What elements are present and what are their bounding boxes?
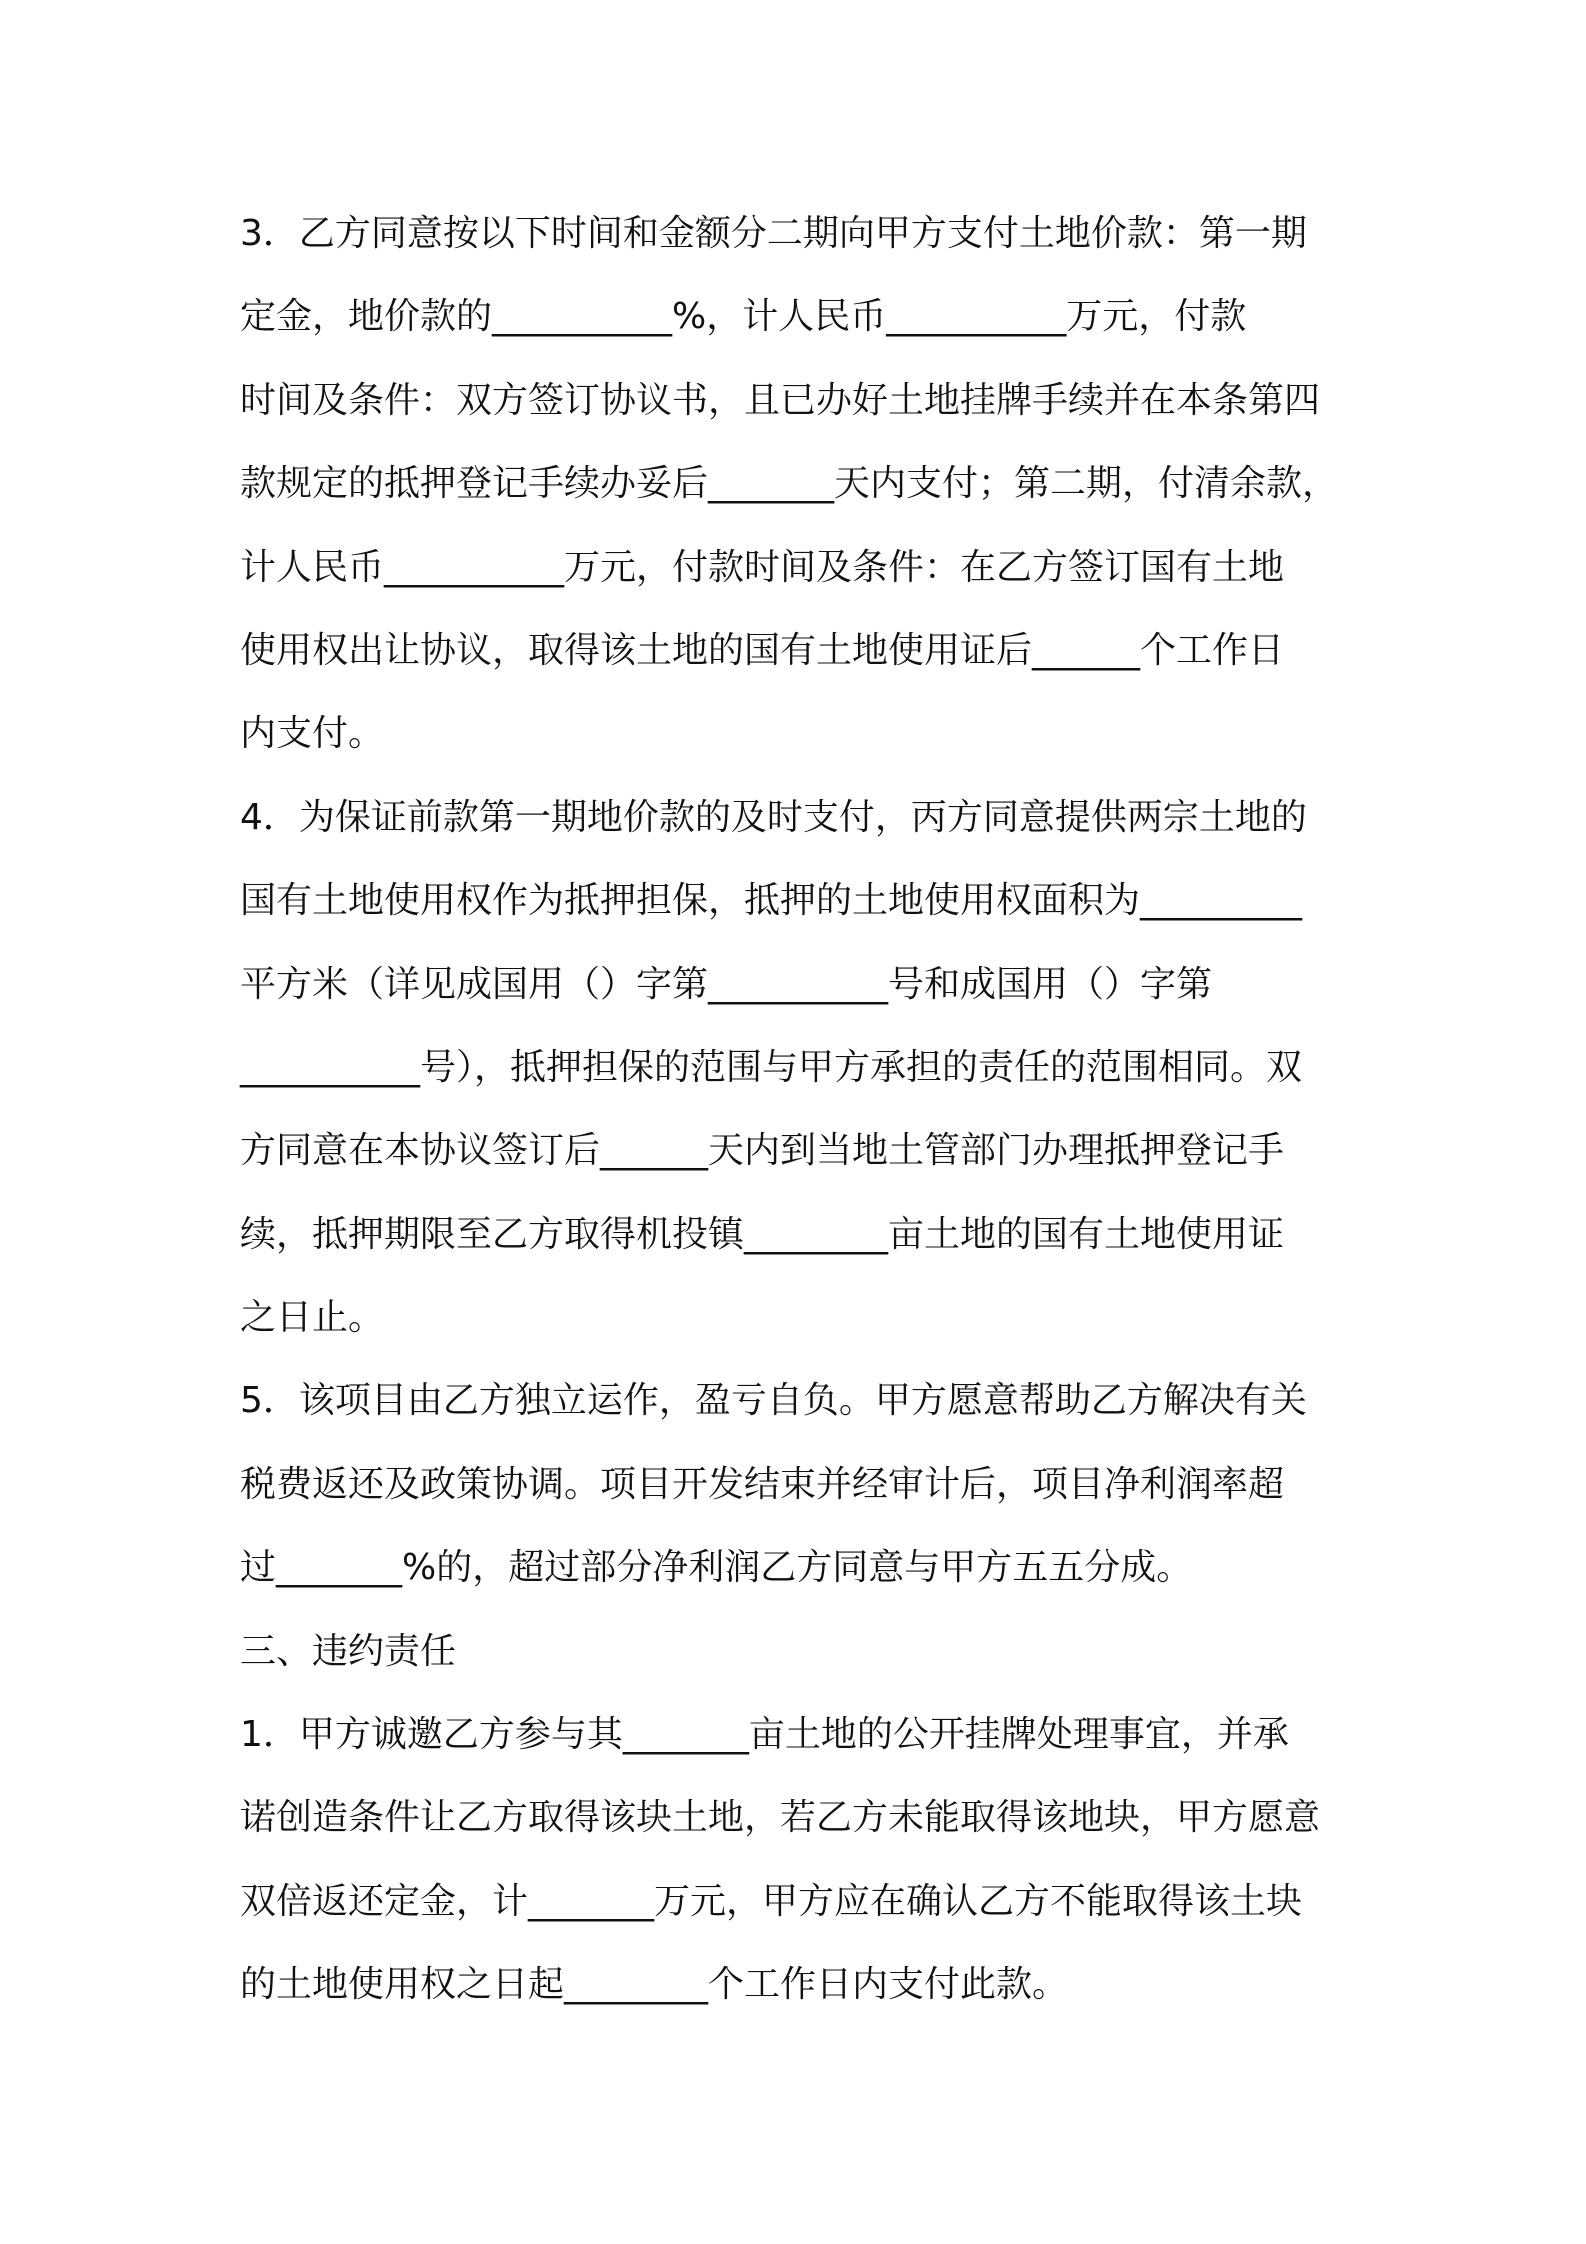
section-heading: 三、违约责任 bbox=[240, 1630, 457, 1672]
text-line: 税费返还及政策协调。项目开发结束并经审计后，项目净利润率超 bbox=[240, 1463, 1285, 1505]
text-line: 双倍返还定金，计_______万元，甲方应在确认乙方不能取得该土块 bbox=[240, 1880, 1303, 1922]
text-line: 内支付。 bbox=[240, 713, 385, 755]
text-line: 平方米（详见成国用（）字第__________号和成国用（）字第 bbox=[240, 963, 1213, 1005]
text-line: 之日止。 bbox=[240, 1297, 385, 1339]
text-line: 诺创造条件让乙方取得该块土地，若乙方未能取得该地块，甲方愿意 bbox=[240, 1797, 1321, 1839]
text-line: 计人民币__________万元，付款时间及条件：在乙方签订国有土地 bbox=[240, 546, 1285, 588]
text-line: 时间及条件：双方签订协议书，且已办好土地挂牌手续并在本条第四 bbox=[240, 379, 1321, 421]
text-line: 方同意在本协议签订后______天内到当地土管部门办理抵押登记手 bbox=[240, 1130, 1285, 1172]
text-line: 的土地使用权之日起________个工作日内支付此款。 bbox=[240, 1964, 1069, 2006]
text-line: 5．该项目由乙方独立运作，盈亏自负。甲方愿意帮助乙方解决有关 bbox=[240, 1380, 1307, 1422]
text-line: 使用权出让协议，取得该土地的国有土地使用证后______个工作日 bbox=[240, 629, 1285, 671]
document-body bbox=[240, 192, 1360, 2027]
text-line: 续，抵押期限至乙方取得机投镇________亩土地的国有土地使用证 bbox=[240, 1213, 1285, 1255]
text-line: __________号），抵押担保的范围与甲方承担的责任的范围相同。双 bbox=[240, 1046, 1303, 1088]
text-line: 3．乙方同意按以下时间和金额分二期向甲方支付土地价款：第一期 bbox=[240, 213, 1307, 254]
text-line: 款规定的抵押登记手续办妥后_______天内支付；第二期，付清余款， bbox=[240, 463, 1339, 505]
text-line: 国有土地使用权作为抵押担保，抵押的土地使用权面积为_________ bbox=[240, 880, 1303, 922]
text-line: 4．为保证前款第一期地价款的及时支付，丙方同意提供两宗土地的 bbox=[240, 796, 1307, 838]
text-line: 1．甲方诚邀乙方参与其_______亩土地的公开挂牌处理事宜，并承 bbox=[240, 1714, 1289, 1756]
text-line: 定金，地价款的__________%，计人民币__________万元，付款 bbox=[240, 296, 1247, 338]
text-line: 过_______%的，超过部分净利润乙方同意与甲方五五分成。 bbox=[240, 1547, 1193, 1589]
